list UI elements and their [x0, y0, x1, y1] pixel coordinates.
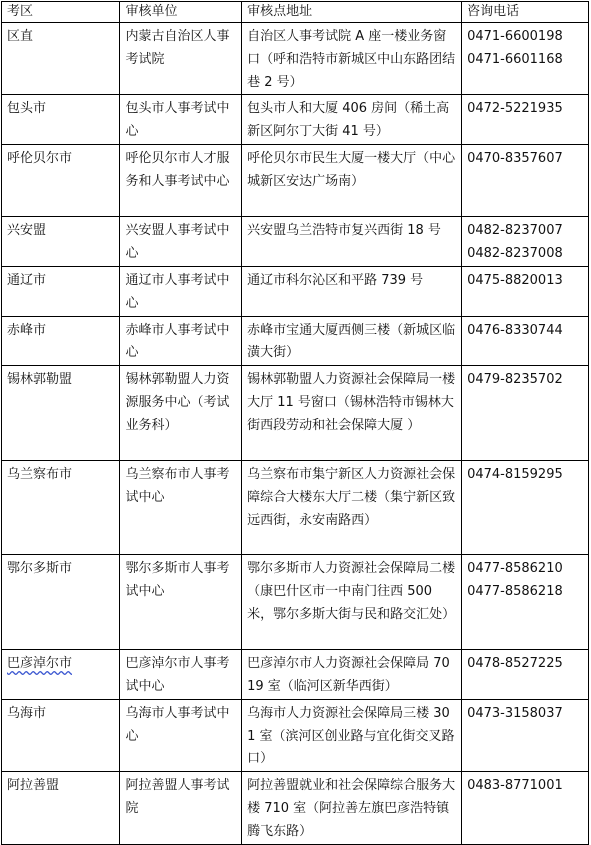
phone-number: 0471-6601168	[467, 51, 563, 67]
phone-number: 0470-8357607	[467, 151, 563, 167]
table-row	[2, 772, 589, 844]
table-row	[2, 366, 589, 461]
phone-number: 0482-8237008	[467, 246, 563, 262]
table-row	[2, 266, 589, 316]
unit-cell: 包头市人事考试中心	[120, 95, 242, 145]
address-cell: 阿拉善盟就业和社会保障综合服务大楼 710 室（阿拉善左旗巴彦浩特镇腾飞东路）	[242, 772, 462, 844]
phone-cell	[462, 366, 589, 461]
address-cell: 兴安盟乌兰浩特市复兴西街 18 号	[242, 217, 462, 267]
table-row	[2, 555, 589, 650]
unit-cell: 锡林郭勒盟人力资源服务中心（考试业务科）	[120, 366, 242, 461]
address-cell: 呼伦贝尔市民生大厦一楼大厅（中心城新区安达广场南）	[242, 145, 462, 217]
address-cell: 包头市人和大厦 406 房间（稀土高新区阿尔丁大街 41 号）	[242, 95, 462, 145]
exam-sites-table	[1, 1, 589, 845]
phone-cell	[462, 217, 589, 267]
address-cell: 通辽市科尔沁区和平路 739 号	[242, 266, 462, 316]
spellcheck-underlined-text: 巴彦淖尔市	[7, 656, 73, 672]
unit-cell: 乌海市人事考试中心	[120, 699, 242, 771]
phone-cell	[462, 555, 589, 650]
address-cell: 赤峰市宝通大厦西侧三楼（新城区临潢大街）	[242, 316, 462, 366]
phone-number: 0471-6600198	[467, 29, 563, 44]
area-cell	[2, 650, 120, 700]
area-cell: 兴安盟	[2, 217, 120, 267]
unit-cell: 乌兰察布市人事考试中心	[120, 461, 242, 555]
table-row	[2, 461, 589, 555]
area-cell: 乌兰察布市	[2, 461, 120, 555]
area-cell: 包头市	[2, 95, 120, 145]
address-cell: 鄂尔多斯市人力资源社会保障局二楼（康巴什区市一中南门往西 500 米，鄂尔多斯大街与民和路交汇处）	[242, 555, 462, 650]
phone-cell	[462, 145, 589, 217]
unit-cell: 通辽市人事考试中心	[120, 266, 242, 316]
area-cell: 赤峰市	[2, 316, 120, 366]
address-cell: 巴彦淖尔市人力资源社会保障局 7019 室（临河区新华西街）	[242, 650, 462, 700]
area-cell: 乌海市	[2, 699, 120, 771]
table-row	[2, 316, 589, 366]
table-body	[2, 23, 589, 845]
phone-number: 0479-8235702	[467, 372, 563, 388]
area-cell: 阿拉善盟	[2, 772, 120, 844]
table-header	[2, 2, 589, 23]
unit-cell: 兴安盟人事考试中心	[120, 217, 242, 267]
address-cell: 乌海市人力资源社会保障局三楼 301 室（滨河区创业路与宜化街交叉路口）	[242, 699, 462, 771]
phone-cell	[462, 461, 589, 555]
phone-cell	[462, 23, 589, 95]
phone-cell	[462, 650, 589, 700]
table-row	[2, 145, 589, 217]
header-row	[2, 2, 589, 23]
area-cell: 区直	[2, 23, 120, 95]
unit-cell: 鄂尔多斯市人事考试中心	[120, 555, 242, 650]
phone-number: 0472-5221935	[467, 101, 563, 117]
phone-number: 0475-8820013	[467, 272, 563, 288]
phone-cell	[462, 316, 589, 366]
table-row	[2, 650, 589, 700]
table-row	[2, 699, 589, 771]
unit-cell: 阿拉善盟人事考试院	[120, 772, 242, 844]
address-cell: 自治区人事考试院 A 座一楼业务窗口（呼和浩特市新城区中山东路团结巷 2 号）	[242, 23, 462, 95]
phone-cell	[462, 95, 589, 145]
phone-number: 0482-8237007	[467, 223, 563, 239]
phone-number: 0476-8330744	[467, 322, 563, 338]
table-row	[2, 95, 589, 145]
phone-number: 0483-8771001	[467, 778, 563, 794]
phone-cell	[462, 266, 589, 316]
phone-cell	[462, 772, 589, 844]
unit-cell: 赤峰市人事考试中心	[120, 316, 242, 366]
phone-number: 0473-3158037	[467, 705, 563, 721]
unit-cell: 呼伦贝尔市人才服务和人事考试中心	[120, 145, 242, 217]
table-row	[2, 217, 589, 267]
area-cell: 锡林郭勒盟	[2, 366, 120, 461]
header-address: 审核点地址	[242, 2, 462, 23]
area-cell: 鄂尔多斯市	[2, 555, 120, 650]
address-cell: 乌兰察布市集宁新区人力资源社会保障综合大楼东大厅二楼（集宁新区致远西街，永安南路西）	[242, 461, 462, 555]
phone-number: 0474-8159295	[467, 467, 563, 483]
address-cell: 锡林郭勒盟人力资源社会保障局一楼大厅 11 号窗口（锡林浩特市锡林大街西段劳动和社会保障大厦 ）	[242, 366, 462, 461]
unit-cell: 巴彦淖尔市人事考试中心	[120, 650, 242, 700]
table-row	[2, 23, 589, 95]
area-cell: 通辽市	[2, 266, 120, 316]
header-unit: 审核单位	[120, 2, 242, 23]
area-cell: 呼伦贝尔市	[2, 145, 120, 217]
phone-number: 0478-8527225	[467, 656, 563, 672]
header-area: 考区	[2, 2, 120, 23]
header-phone: 咨询电话	[462, 2, 589, 23]
phone-number: 0477-8586218	[467, 583, 563, 599]
phone-number: 0477-8586210	[467, 561, 563, 577]
phone-cell	[462, 699, 589, 771]
unit-cell: 内蒙古自治区人事考试院	[120, 23, 242, 95]
